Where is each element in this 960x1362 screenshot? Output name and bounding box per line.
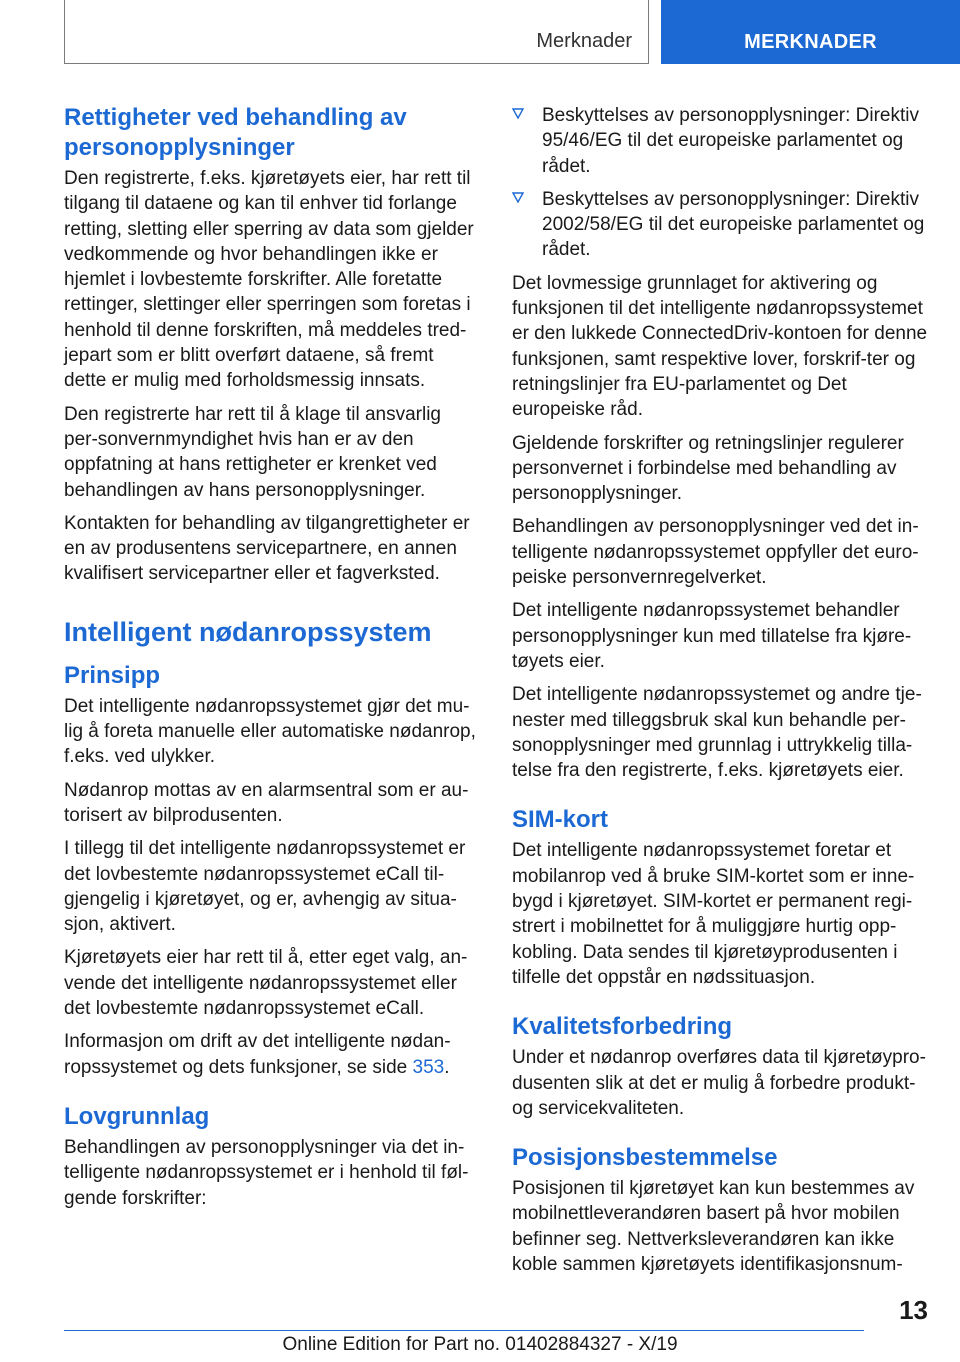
legal-paragraph-4: Behandlingen av personopplysninger ved det in‐telligente nødanropssystemet oppfyller det euro‐peiske personvernregelverket. xyxy=(512,516,919,589)
rights-heading: Rettigheter ved behandling av personopplysninger xyxy=(64,104,407,161)
principle-paragraph-3: I tillegg til det intelligente nødanropssystemet er det lovbestemte nødanropssystemet eCall til‐gjengelig i kjøretøyet, og er, avhengig av situa‐sjon, aktivert. xyxy=(64,838,466,936)
rights-paragraph-2: Den registrerte har rett til å klage til ansvarlig per‐sonvernmyndighet hvis han er av den oppfatning at hans rettigheter er krenket ved behandlingen av hans personopplysninger. xyxy=(64,403,441,501)
quality-heading: Kvalitetsforbedring xyxy=(512,1013,733,1041)
list-item-text: Beskyttelses av personopplysninger: Direktiv 2002/58/EG til det europeiske parlamentet og rådet. xyxy=(542,188,925,261)
legal-heading: Lovgrunnlag xyxy=(64,1102,210,1130)
header-chapter-tab[interactable] xyxy=(661,0,960,64)
page-reference-link[interactable]: 353 xyxy=(412,1056,445,1078)
header-section-title: Merknader xyxy=(536,30,632,52)
header-chapter-label: MERKNADER xyxy=(744,31,877,53)
principle-paragraph-5-text: Informasjon om drift av det intelligente nødan‐ropssystemet og dets funksjoner, se side xyxy=(64,1031,451,1078)
triangle-bullet-icon xyxy=(512,191,524,203)
legal-paragraph-2: Det lovmessige grunnlaget for aktivering og funksjonen til det intelligente nødanropssystemet er den lukkede ConnectedDriv-kontoen for denne funksjonen, samt respektive lover, forskrif‐ter og retningslinjer fra EU-parlamentet og Det europeiske råd. xyxy=(512,272,928,421)
main-heading: Intelligent nødanropssystem xyxy=(64,616,432,647)
position-paragraph-1: Posisjonen til kjøretøyet kan kun bestemmes av mobilnettleverandøren basert på hvor mobilen befinner seg. Nettverksleverandøren kan ikke koble sammen kjøretøyets identifikasjonsnum‐ xyxy=(512,1178,915,1275)
principle-paragraph-1: Det intelligente nødanropssystemet gjør det mu‐lig å foreta manuelle eller automatiske nødanrop, f.eks. ved ulykker. xyxy=(64,695,476,768)
legal-paragraph-5: Det intelligente nødanropssystemet behandler personopplysninger kun med tillatelse fra kjøre‐tøyets eier. xyxy=(512,600,912,672)
right-column xyxy=(512,103,930,1285)
list-item xyxy=(512,103,930,179)
legal-paragraph-1: Behandlingen av personopplysninger via det in‐telligente nødanropssystemet er i henhold til føl‐gende forskrifter: xyxy=(64,1136,469,1209)
position-heading: Posisjonsbestemmelse xyxy=(512,1144,778,1172)
page-number: 13 xyxy=(899,1295,928,1325)
legal-paragraph-3: Gjeldende forskrifter og retningslinjer regulerer personvernet i forbindelse med behandling av personopplysninger. xyxy=(512,432,904,505)
footer-divider xyxy=(64,1330,864,1331)
quality-paragraph-1: Under et nødanrop overføres data til kjøretøypro‐dusenten slik at det er mulig å forbedre produkt- og servicekvaliteten. xyxy=(512,1047,926,1119)
footer-edition-text: Online Edition for Part no. 01402884327 - X/19 xyxy=(282,1334,678,1355)
principle-paragraph-5 xyxy=(64,1029,478,1080)
rights-paragraph-3: Kontakten for behandling av tilgangrettigheter er en av produsentens servicepartnere, en annen kvalifisert servicepartner eller et fagverksted. xyxy=(64,512,470,585)
legal-paragraph-6: Det intelligente nødanropssystemet og andre tje‐nester med tilleggsbruk skal kun behandle per‐sonopplysninger med grunnlag i uttrykkelig tilla‐telse fra den registrerte, f.eks. kjøretøyets eier. xyxy=(512,684,922,782)
header-section-box xyxy=(64,0,649,64)
principle-paragraph-2: Nødanrop mottas av en alarmsentral som er au‐torisert av bilprodusenten. xyxy=(64,779,469,826)
principle-paragraph-5-end: . xyxy=(444,1056,450,1078)
sim-paragraph-1: Det intelligente nødanropssystemet foretar et mobilanrop ved å bruke SIM-kortet som er inne‐bygd i kjøretøyet. SIM-kortet er permanent regi‐strert i mobilnettet for å muliggjøre hurtig opp‐kobling. Data sendes til kjøretøyprodusenten i tilfelle det oppstår en nødssituasjon. xyxy=(512,840,915,988)
rights-paragraph-1: Den registrerte, f.eks. kjøretøyets eier, har rett til tilgang til dataene og kan til enhver tid forlange retting, sletting eller sperring av data som gjelder vedkommende og hvor behandlingen ikke er hjemlet i lovbestemte forskrifter. Alle foretatte rettinger, slettinger eller sperringen som foretas i henhold til denne forskriften, må meddeles tred‐jepart som er blitt overført dataene, så fremt dette er mulig med forholdsmessig innsats. xyxy=(64,168,474,392)
triangle-bullet-icon xyxy=(512,107,524,119)
list-item-text: Beskyttelses av personopplysninger: Direktiv 95/46/EG til det europeiske parlamentet og rådet. xyxy=(542,105,920,177)
left-column xyxy=(64,103,478,1219)
sim-heading: SIM-kort xyxy=(512,806,608,834)
principle-heading: Prinsipp xyxy=(64,661,161,689)
list-item xyxy=(512,187,930,263)
principle-paragraph-4: Kjøretøyets eier har rett til å, etter eget valg, an‐vende det intelligente nødanropssystemet eller det lovbestemte nødanropssystemet eCall. xyxy=(64,947,468,1020)
